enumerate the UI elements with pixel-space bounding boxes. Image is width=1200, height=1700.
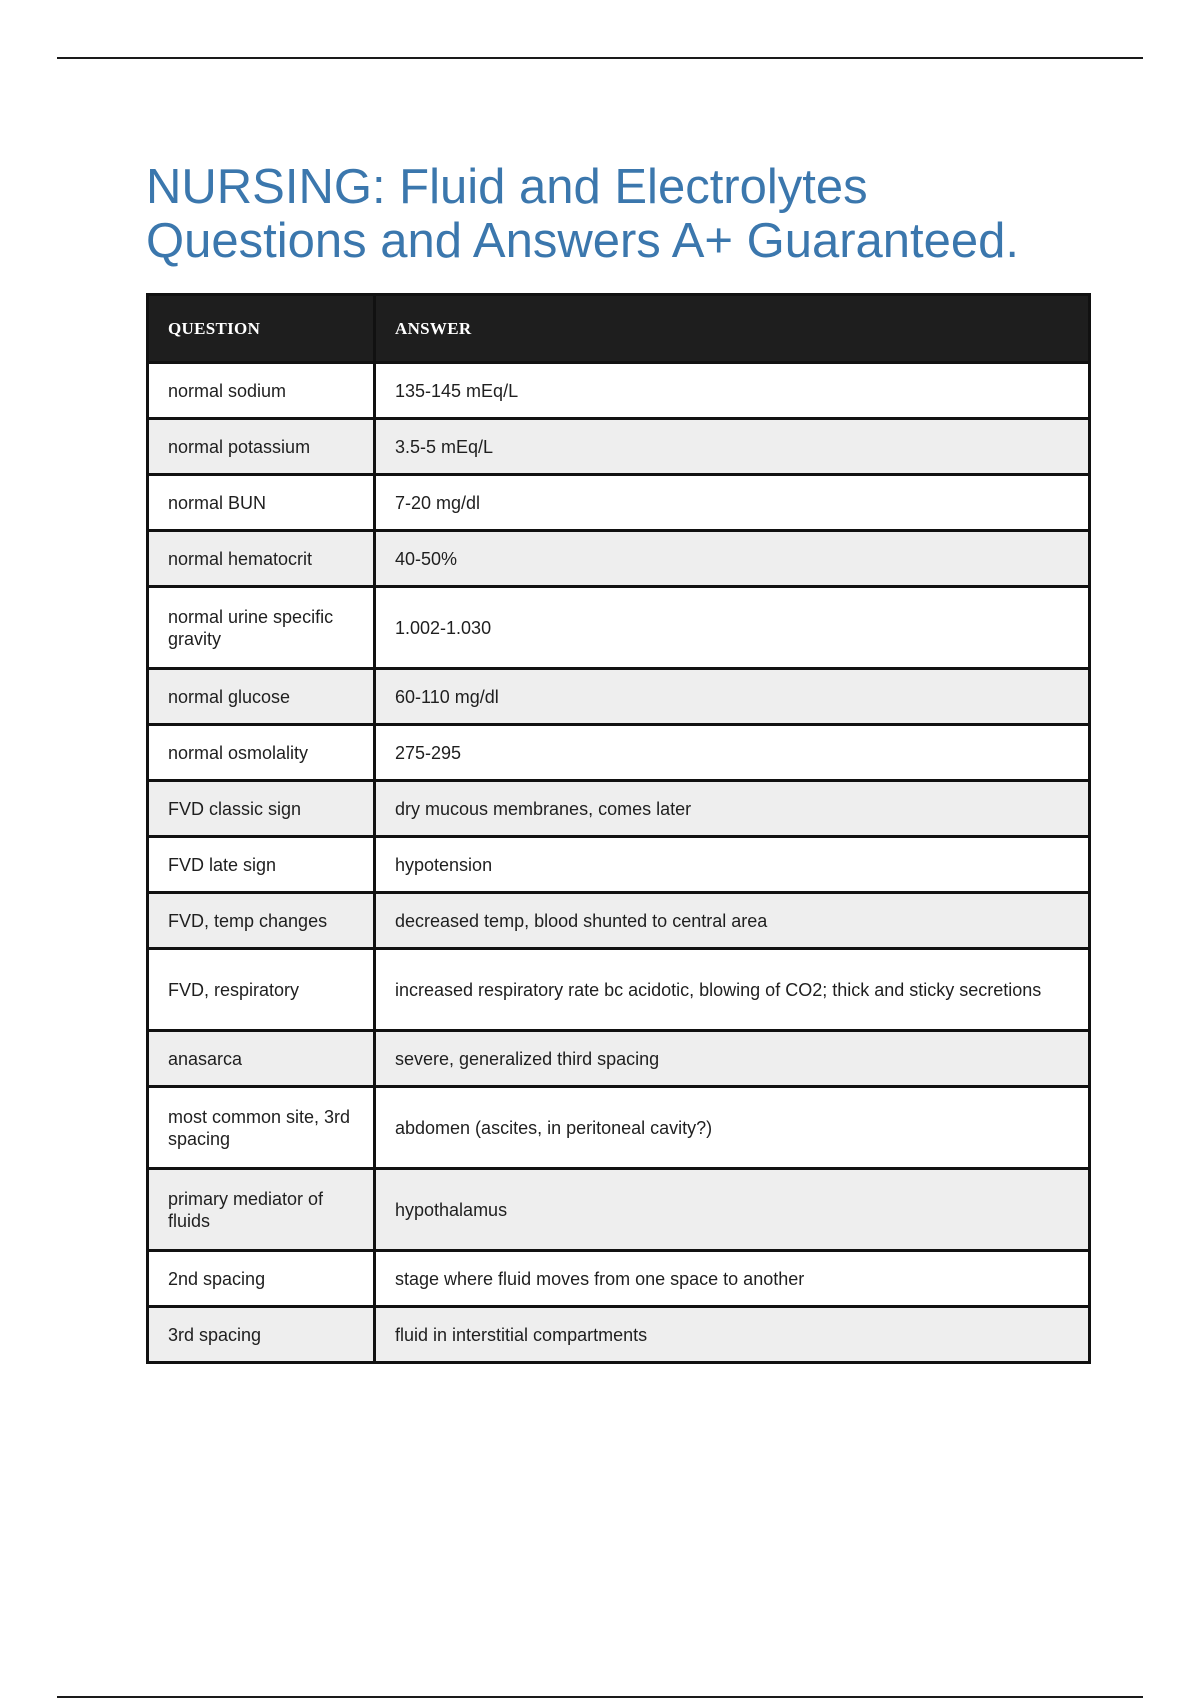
question-cell: normal glucose — [148, 669, 375, 725]
answer-cell: 275-295 — [375, 725, 1090, 781]
question-column-header: QUESTION — [148, 295, 375, 363]
question-cell: 2nd spacing — [148, 1251, 375, 1307]
answer-cell: increased respiratory rate bc acidotic, blowing of CO2; thick and sticky secretions — [375, 949, 1090, 1031]
question-cell: FVD classic sign — [148, 781, 375, 837]
question-cell: FVD, temp changes — [148, 893, 375, 949]
answer-cell: severe, generalized third spacing — [375, 1031, 1090, 1087]
question-cell: FVD late sign — [148, 837, 375, 893]
footer-rule — [57, 1696, 1143, 1698]
table-row — [148, 1169, 1090, 1251]
answer-cell: 60-110 mg/dl — [375, 669, 1090, 725]
answer-cell: hypothalamus — [375, 1169, 1090, 1251]
answer-cell: abdomen (ascites, in peritoneal cavity?) — [375, 1087, 1090, 1169]
header-rule — [57, 57, 1143, 59]
table-row — [148, 725, 1090, 781]
table-header-row — [148, 295, 1090, 363]
question-cell: normal sodium — [148, 363, 375, 419]
answer-cell: decreased temp, blood shunted to central area — [375, 893, 1090, 949]
qa-table — [146, 293, 1091, 1364]
title-line-2: Questions and Answers A+ Guaranteed. — [146, 214, 1020, 268]
question-cell: FVD, respiratory — [148, 949, 375, 1031]
title-line-1: NURSING: Fluid and Electrolytes — [146, 160, 868, 214]
table-row — [148, 363, 1090, 419]
table-row — [148, 1031, 1090, 1087]
answer-cell: 1.002-1.030 — [375, 587, 1090, 669]
question-cell: most common site, 3rd spacing — [148, 1087, 375, 1169]
table-row — [148, 949, 1090, 1031]
table-row — [148, 1251, 1090, 1307]
table-row — [148, 531, 1090, 587]
answer-cell: hypotension — [375, 837, 1090, 893]
answer-cell: 7-20 mg/dl — [375, 475, 1090, 531]
question-cell: normal BUN — [148, 475, 375, 531]
table-row — [148, 781, 1090, 837]
answer-cell: dry mucous membranes, comes later — [375, 781, 1090, 837]
table-row — [148, 1307, 1090, 1363]
answer-cell: 40-50% — [375, 531, 1090, 587]
question-cell: 3rd spacing — [148, 1307, 375, 1363]
answer-cell: 135-145 mEq/L — [375, 363, 1090, 419]
table-row — [148, 419, 1090, 475]
table-row — [148, 587, 1090, 669]
question-cell: normal osmolality — [148, 725, 375, 781]
table-row — [148, 837, 1090, 893]
answer-column-header: ANSWER — [375, 295, 1090, 363]
question-cell: normal urine specific gravity — [148, 587, 375, 669]
table-row — [148, 893, 1090, 949]
question-cell: normal hematocrit — [148, 531, 375, 587]
document-title — [146, 160, 1106, 268]
table-row — [148, 475, 1090, 531]
answer-cell: stage where fluid moves from one space to another — [375, 1251, 1090, 1307]
answer-cell: fluid in interstitial compartments — [375, 1307, 1090, 1363]
question-cell: primary mediator of fluids — [148, 1169, 375, 1251]
answer-cell: 3.5-5 mEq/L — [375, 419, 1090, 475]
question-cell: normal potassium — [148, 419, 375, 475]
question-cell: anasarca — [148, 1031, 375, 1087]
table-row — [148, 1087, 1090, 1169]
table-row — [148, 669, 1090, 725]
